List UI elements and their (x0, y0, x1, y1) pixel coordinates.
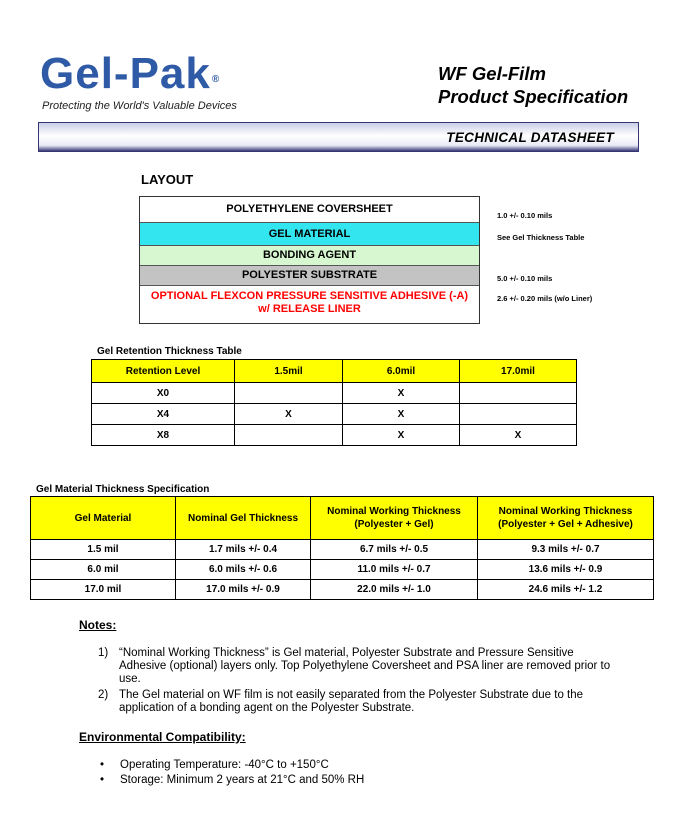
title-line-1: WF Gel-Film (438, 63, 546, 84)
note-number: 2) (98, 689, 109, 701)
operating-temperature: Operating Temperature: -40°C to +150°C (120, 759, 329, 771)
table-cell: X (235, 404, 343, 425)
table-cell: 24.6 mils +/- 1.2 (478, 580, 654, 600)
gel-thickness-note: See Gel Thickness Table (497, 233, 585, 242)
environmental-list (100, 758, 364, 788)
document-title (438, 62, 628, 108)
bullet: • (100, 759, 105, 771)
table-cell: 9.3 mils +/- 0.7 (478, 540, 654, 560)
table-cell: 13.6 mils +/- 0.9 (478, 560, 654, 580)
table-row (92, 383, 577, 404)
column-header: Nominal Working Thickness (Polyester + Gel) (311, 497, 478, 540)
table-cell: X4 (92, 404, 235, 425)
table-cell: X0 (92, 383, 235, 404)
notes-list (98, 647, 618, 718)
table-cell: X (343, 425, 460, 446)
registered-mark: ® (211, 74, 221, 85)
coversheet-thickness: 1.0 +/- 0.10 mils (497, 211, 553, 220)
table-header-row (92, 360, 577, 383)
list-item (100, 773, 364, 788)
logo-tagline: Protecting the World's Valuable Devices (42, 100, 237, 112)
table-cell: X8 (92, 425, 235, 446)
list-item (100, 758, 364, 773)
gel-table-label: Gel Material Thickness Specification (36, 484, 210, 495)
column-header: Gel Material (31, 497, 176, 540)
table-cell: 22.0 mils +/- 1.0 (311, 580, 478, 600)
note-text: “Nominal Working Thickness” is Gel material, Polyester Substrate and Pressure Sensitive Adhesive (optional) layers only. Top Polyethylene Coversheet and PSA liner are removed prior to use. (119, 647, 611, 685)
note-text: The Gel material on WF film is not easily separated from the Polyester Substrate due to the application of a bonding agent on the Polyester Substrate. (119, 689, 584, 714)
adhesive-label-line-1: OPTIONAL FLEXCON PRESSURE SENSITIVE ADHESIVE (-A) (150, 290, 469, 302)
table-cell: X (460, 425, 577, 446)
table-cell: 1.7 mils +/- 0.4 (176, 540, 311, 560)
table-cell: 17.0 mil (31, 580, 176, 600)
column-header: 17.0mil (460, 360, 577, 383)
table-row (92, 404, 577, 425)
layout-heading: LAYOUT (141, 172, 194, 187)
column-header: Nominal Gel Thickness (176, 497, 311, 540)
column-header: 6.0mil (343, 360, 460, 383)
gel-pak-logo (40, 49, 280, 112)
layer-polyester-substrate: POLYESTER SUBSTRATE (140, 266, 479, 286)
table-cell (460, 404, 577, 425)
adhesive-label-line-2: w/ RELEASE LINER (258, 303, 361, 315)
adhesive-thickness: 2.6 +/- 0.20 mils (w/o Liner) (497, 294, 593, 303)
layer-gel-material: GEL MATERIAL (140, 223, 479, 246)
title-line-2: Product Specification (438, 86, 629, 107)
column-header: Nominal Working Thickness (Polyester + Gel + Adhesive) (478, 497, 654, 540)
table-cell (235, 383, 343, 404)
table-cell: 11.0 mils +/- 0.7 (311, 560, 478, 580)
gel-thickness-table (30, 496, 654, 600)
table-cell: X (343, 404, 460, 425)
note-item (98, 647, 618, 686)
technical-datasheet-banner (38, 122, 639, 152)
table-cell: 6.0 mil (31, 560, 176, 580)
table-row (92, 425, 577, 446)
layer-coversheet: POLYETHYLENE COVERSHEET (140, 197, 479, 223)
table-cell (460, 383, 577, 404)
note-number: 1) (98, 647, 109, 659)
table-row (31, 580, 654, 600)
retention-table (91, 359, 577, 446)
table-row (31, 560, 654, 580)
layer-bonding-agent: BONDING AGENT (140, 246, 479, 266)
table-cell: 17.0 mils +/- 0.9 (176, 580, 311, 600)
storage-condition: Storage: Minimum 2 years at 21°C and 50% RH (120, 774, 365, 786)
bullet: • (100, 774, 105, 786)
logo-text: Gel-Pak (40, 49, 211, 98)
polyester-thickness: 5.0 +/- 0.10 mils (497, 274, 553, 283)
column-header: 1.5mil (235, 360, 343, 383)
environmental-heading: Environmental Compatibility: (79, 730, 246, 744)
table-cell: X (343, 383, 460, 404)
table-cell: 1.5 mil (31, 540, 176, 560)
table-cell: 6.7 mils +/- 0.5 (311, 540, 478, 560)
retention-table-label: Gel Retention Thickness Table (97, 346, 242, 357)
table-cell (235, 425, 343, 446)
notes-heading: Notes: (79, 618, 117, 632)
layer-optional-adhesive (140, 286, 479, 323)
layer-stack (139, 196, 480, 324)
column-header: Retention Level (92, 360, 235, 383)
table-cell: 6.0 mils +/- 0.6 (176, 560, 311, 580)
banner-text: TECHNICAL DATASHEET (446, 130, 614, 145)
table-header-row (31, 497, 654, 540)
note-item (98, 689, 618, 715)
table-row (31, 540, 654, 560)
